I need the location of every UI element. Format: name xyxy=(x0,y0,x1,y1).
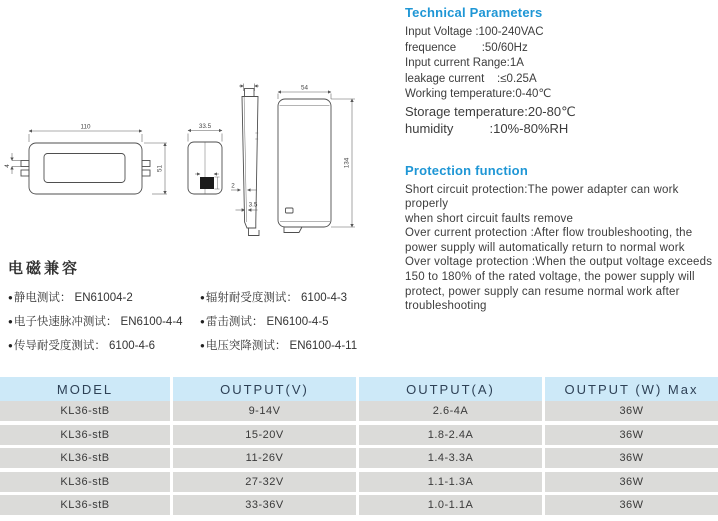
param-humidity: humidity :10%-80%RH xyxy=(405,120,569,136)
table-body xyxy=(0,401,718,515)
col-header-output-v: OUTPUT(V) xyxy=(173,377,356,401)
dim-wall-thickness: 2 xyxy=(231,182,235,190)
technical-parameters-title: Technical Parameters xyxy=(405,5,543,20)
dc-socket xyxy=(200,177,214,189)
dim-back-width: 54 xyxy=(300,84,309,92)
output-spec-table xyxy=(0,377,718,515)
led-window xyxy=(286,208,294,213)
param-frequency: frequence :50/60Hz xyxy=(405,41,528,54)
emc-item-label: 雷击测试： EN6100-4-5 xyxy=(205,316,329,328)
cell-model: KL36-stB xyxy=(0,448,170,468)
emc-item-eft-test xyxy=(8,313,200,329)
emc-item-static-test xyxy=(8,289,200,305)
bullet-icon: ● xyxy=(8,317,13,326)
table-header-row xyxy=(0,377,718,401)
table-row xyxy=(0,401,718,421)
emc-item-label: 静电测试： EN61004-2 xyxy=(13,292,133,304)
protection-text-line: Short circuit protection:The power adapter can work properly xyxy=(405,183,679,211)
param-leakage-current: leakage current :≤0.25A xyxy=(405,72,537,85)
param-input-voltage: Input Voltage :100-240VAC xyxy=(405,26,544,38)
cell-output-w: 36W xyxy=(545,472,718,492)
emc-item-label: 电子快速脉冲测试： EN6100-4-4 xyxy=(13,316,183,328)
cell-model: KL36-stB xyxy=(0,401,170,421)
protection-text-line: 150 to 180% of the rated voltage, the power supply will xyxy=(405,271,695,284)
cell-output-a: 1.1-1.3A xyxy=(359,472,542,492)
cell-output-w: 36W xyxy=(545,401,718,421)
emc-item-label: 传导耐受度测试： 6100-4-6 xyxy=(13,340,156,352)
emc-item-voltage-dip-test xyxy=(200,337,398,353)
table-row xyxy=(0,495,718,515)
bullet-icon: ● xyxy=(8,341,13,350)
col-header-output-a: OUTPUT(A) xyxy=(359,377,542,401)
cell-output-v: 11-26V xyxy=(173,448,356,468)
dim-base-width: 3.5 xyxy=(248,201,258,209)
col-header-output-w: OUTPUT (W) Max xyxy=(545,377,718,401)
end-view xyxy=(188,123,222,194)
cell-output-a: 1.0-1.1A xyxy=(359,495,542,515)
emc-section xyxy=(8,257,398,353)
dim-end-width: 33.5 xyxy=(198,123,212,130)
param-input-current: Input current Range:1A xyxy=(405,57,524,69)
protection-text-line: Over current protection :After flow troubleshooting, the xyxy=(405,227,693,240)
dim-clip-height: 4 xyxy=(4,164,11,168)
emc-title: 电磁兼容 xyxy=(8,260,81,277)
dim-front-width: 110 xyxy=(80,123,91,131)
cell-output-v: 27-32V xyxy=(173,472,356,492)
param-storage-temp: Storage temperature:20-80℃ xyxy=(405,103,576,119)
cell-output-a: 1.4-3.3A xyxy=(359,448,542,468)
dim-back-height: 134 xyxy=(343,157,351,169)
emc-item-surge-test xyxy=(200,313,398,329)
cell-model: KL36-stB xyxy=(0,425,170,445)
emc-item-radiation-test xyxy=(200,289,398,305)
emc-item-label: 电压突降测试： EN6100-4-11 xyxy=(205,340,358,352)
cell-output-w: 36W xyxy=(545,495,718,515)
emc-list xyxy=(8,289,398,353)
cell-model: KL36-stB xyxy=(0,472,170,492)
bullet-icon: ● xyxy=(200,293,205,302)
cell-output-w: 36W xyxy=(545,425,718,445)
col-header-model: MODEL xyxy=(0,377,170,401)
table-row xyxy=(0,448,718,468)
protection-text-line: troubleshooting xyxy=(405,300,487,313)
protection-function-title: Protection function xyxy=(405,162,528,178)
back-view xyxy=(278,85,355,233)
cell-model: KL36-stB xyxy=(0,495,170,515)
emc-item-conducted-test xyxy=(8,337,200,353)
bullet-icon: ● xyxy=(200,317,205,326)
emc-item-label: 辐射耐受度测试： 6100-4-3 xyxy=(205,292,348,304)
cell-output-v: 33-36V xyxy=(173,495,356,515)
dim-front-height: 51 xyxy=(156,164,164,173)
cell-output-w: 36W xyxy=(545,448,718,468)
right-column xyxy=(405,5,715,314)
cell-output-a: 2.6-4A xyxy=(359,401,542,421)
bullet-icon: ● xyxy=(8,293,13,302)
table-row xyxy=(0,472,718,492)
protection-text-line: power supply will automatically return to normal work xyxy=(405,241,685,254)
protection-text-line: protect, power supply can resume normal work after xyxy=(405,285,680,298)
cell-output-v: 9-14V xyxy=(173,401,356,421)
dimension-drawings xyxy=(0,78,390,250)
param-working-temp: Working temperature:0-40℃ xyxy=(405,88,552,100)
front-view xyxy=(4,124,167,195)
cell-output-v: 15-20V xyxy=(173,425,356,445)
side-profile-view xyxy=(231,84,259,236)
table-row xyxy=(0,425,718,445)
bullet-icon: ● xyxy=(200,341,205,350)
cell-output-a: 1.8-2.4A xyxy=(359,425,542,445)
protection-text-line: Over voltage protection :When the output voltage exceeds xyxy=(405,256,713,269)
protection-text-line: when short circuit faults remove xyxy=(405,212,574,225)
